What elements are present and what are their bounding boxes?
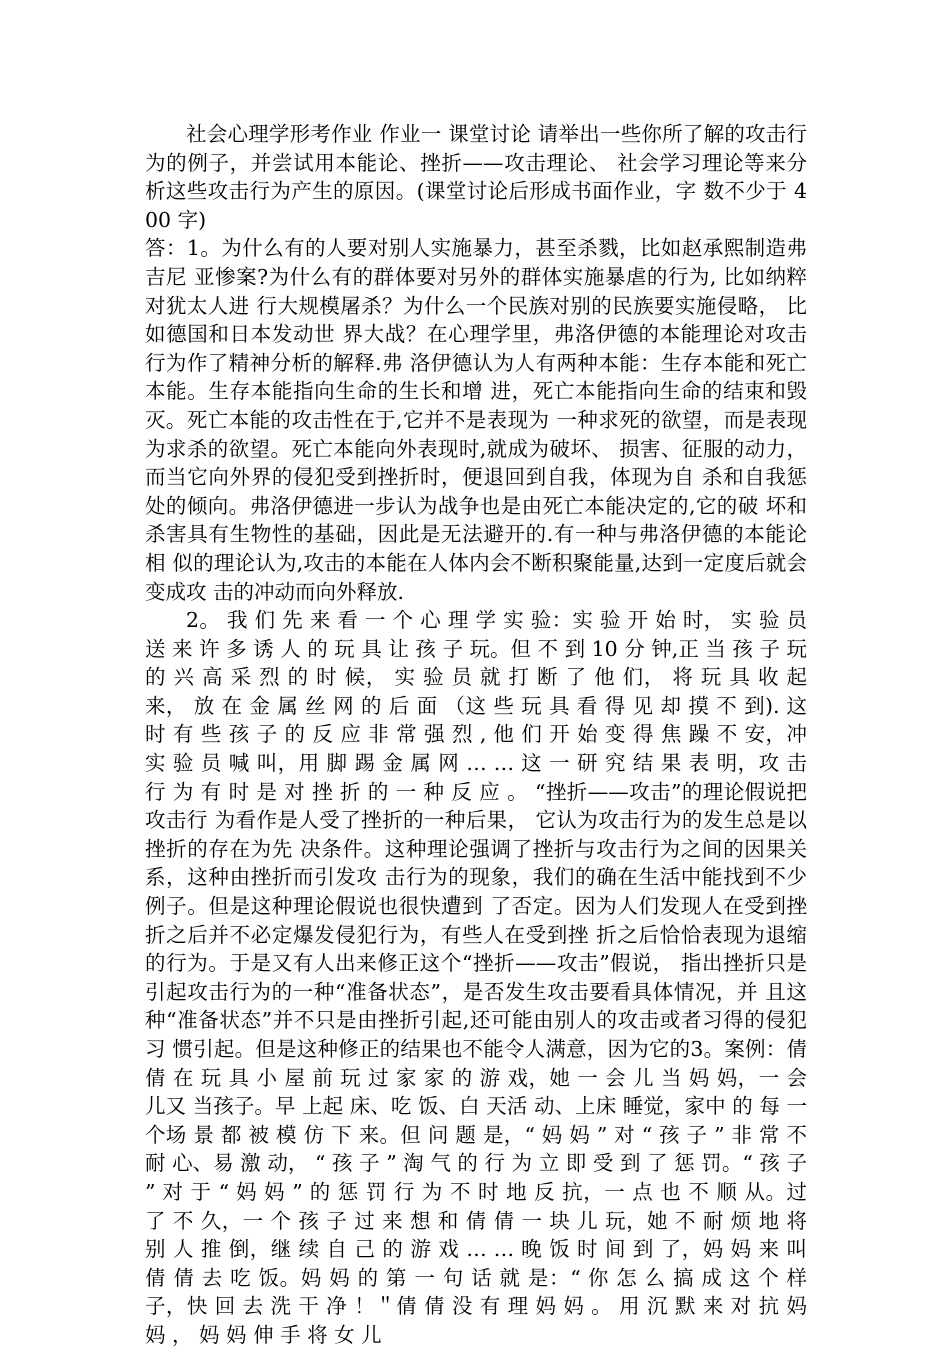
paragraph-frustration-aggression: 2。 我 们 先 来 看 一 个 心 理 学 实 验：实 验 开 始 时， 实 验 员 送 来 许 多 诱 人 的 玩 具 让 孩 子 玩。但 不 到 10 分 钟,正 当 孩 子 玩 的 兴 高 采 烈 的 时 候， 实 验 员 就 打 断 了 他 们， 将 玩 具 收 起 来， 放 在 金 属 丝 网 的 后 面 （这 些 玩 具 看 得 见 却 摸 不 到). 这 时 有 些 孩 子 的 反 应 非 常 强 烈 , 他 们 开 始 变 得 焦 躁 不 安，冲 实 验 员 喊 叫，用 脚 踢 金 属 网 … … 这 一 研 究 结 果 表 明，攻 击 行 为 有 时 是 对 挫 折 的 一 种 反 应 。 “挫折——攻击”的理论假说把攻击行 为看作是人受了挫折的一种后果， 它认为攻击行为的发生总是以挫折的存在为先 决条件。这种理论强调了挫折与攻击行为之间的因果关系，这种由挫折而引发攻 击行为的现象，我们的确在生活中能找到不少例子。但是这种理论假说也很快遭到 了否定。因为人们发现人在受到挫折之后并不必定爆发侵犯行为，有些人在受到挫 折之后恰恰表现为退缩的行为。于是又有人出来修正这个“挫折——攻击”假说， 指出挫折只是引起攻击行为的一种“准备状态”，是否发生攻击要看具体情况，并 且这种“准备状态”并不只是由挫折引起,还可能由别人的攻击或者习得的侵犯习 惯引起。但是这种修正的结果也不能令人满意，因为它的3。案例：倩 倩 在 玩 具 小 屋 前 玩 过 家 家 的 游 戏，她 一 会 儿 当 妈 妈，一 会 儿又 当孩子。早 上起 床、吃 饭、白 天活 动、上床 睡觉，家中 的 每 一 个场 景 都 被 模 仿 下 来。但 问 题 是，“ 妈 妈 ” 对 “ 孩 子 ” 非 常 不 耐 心、易 激 动， “ 孩 子 ” 淘 气 的 行 为 立 即 受 到 了 惩 罚。“ 孩 子 ” 对 于 “ 妈 妈 ” 的 惩 罚 行 为 不 时 地 反 抗，一 点 也 不 顺 从。过 了 不 久，一 个 孩 子 过 来 想 和 倩 倩 一 块 儿 玩，她 不 耐 烦 地 将 别 人 推 倒，继 续 自 己 的 游 戏 … … 晚 饭 时 间 到 了，妈 妈 来 叫 倩 倩 去 吃 饭。妈 妈 的 第 一 句 话 就 是：“ 你 怎 么 搞 成 这 个 样 子，快 回 去 洗 干 净 ！＂倩 倩 没 有 理 妈 妈 。 用 沉 默 来 对 抗 妈 妈 ， 妈 妈 伸 手 将 女 儿 xyxy=(145,608,807,1347)
document-page xyxy=(145,120,807,1350)
paragraph-answer-instinct-theory: 答：1。为什么有的人要对别人实施暴力，甚至杀戮，比如赵承熙制造弗吉尼 亚惨案?为什么有的群体要对另外的群体实施暴虐的行为, 比如纳粹对犹太人进 行大规模屠杀？为什么一个民族对别的民族要实施侵略， 比如德国和日本发动世 界大战？在心理学里，弗洛伊德的本能理论对攻击行为作了精神分析的解释.弗 洛伊德认为人有两种本能：生存本能和死亡本能。生存本能指向生命的生长和增 进，死亡本能指向生命的结束和毁灭。死亡本能的攻击性在于,它并不是表现为 一种求死的欲望，而是表现为求杀的欲望。死亡本能向外表现时,就成为破坏、 损害、征服的动力，而当它向外界的侵犯受到挫折时，便退回到自我，体现为自 杀和自我惩处的倾向。弗洛伊德进一步认为战争也是由死亡本能决定的,它的破 坏和杀害具有生物性的基础，因此是无法避开的.有一种与弗洛伊德的本能论相 似的理论认为,攻击的本能在人体内会不断积聚能量,达到一定度后就会变成攻 击的冲动而向外释放. xyxy=(145,236,807,604)
paragraph-assignment-prompt: 社会心理学形考作业 作业一 课堂讨论 请举出一些你所了解的攻击行为的例子，并尝试用本能论、挫折——攻击理论、 社会学习理论等来分析这些攻击行为产生的原因。(课堂讨论后形成书面作业，字 数不少于 400 字) xyxy=(145,122,807,232)
